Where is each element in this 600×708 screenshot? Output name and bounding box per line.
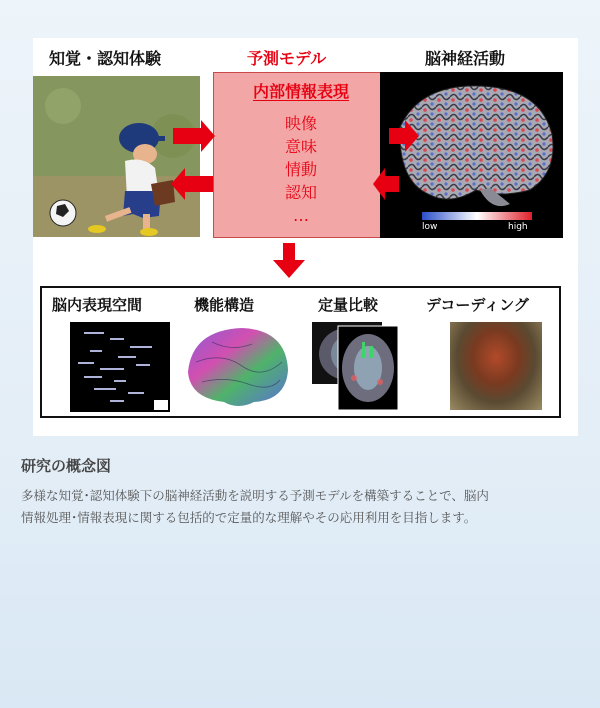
quantitative-comparison-image xyxy=(312,322,412,412)
caption-line: 情報処理･情報表現に関する包括的で定量的な理解やその応用利用を目指します。 xyxy=(21,510,477,525)
analysis-box xyxy=(40,286,561,418)
arrow-perception-to-model xyxy=(200,131,206,142)
list-item: … xyxy=(293,206,309,225)
representation-list xyxy=(214,112,388,227)
caption-title: 研究の概念図 xyxy=(21,457,112,475)
caption-body xyxy=(21,485,581,529)
colorbar xyxy=(422,212,532,220)
perception-title: 知覚・認知体験 xyxy=(49,49,162,68)
colorbar-low-label: low xyxy=(422,222,438,232)
analysis-title-quantitative-comparison: 定量比較 xyxy=(318,296,379,314)
list-item: 意味 xyxy=(284,137,317,156)
arrow-down-icon xyxy=(273,243,305,278)
brain-surface-icon xyxy=(400,86,553,199)
concept-figure xyxy=(33,38,578,436)
brain-activity-title: 脳神経活動 xyxy=(425,49,506,68)
model-title: 予測モデル xyxy=(247,49,327,68)
internal-representation-heading: 内部情報表現 xyxy=(252,82,349,101)
list-item: 情動 xyxy=(284,160,317,179)
flatmap-icon xyxy=(188,328,288,406)
list-item: 映像 xyxy=(284,114,317,133)
colorbar-high-label: high xyxy=(508,222,528,232)
analysis-title-representation-space: 脳内表現空間 xyxy=(52,296,143,314)
list-item: 認知 xyxy=(284,183,317,202)
representation-space-image xyxy=(70,322,170,412)
caption-line: 多様な知覚･認知体験下の脳神経活動を説明する予測モデルを構築することで、脳内 xyxy=(21,488,489,503)
analysis-title-decoding: デコーディング xyxy=(426,296,529,314)
brain-activity-panel xyxy=(380,72,563,238)
decoded-image xyxy=(450,322,542,410)
child-soccer-photo xyxy=(33,76,200,237)
prediction-model-box xyxy=(213,72,389,238)
functional-structure-image xyxy=(182,322,292,410)
analysis-title-functional-structure: 機能構造 xyxy=(194,296,255,314)
